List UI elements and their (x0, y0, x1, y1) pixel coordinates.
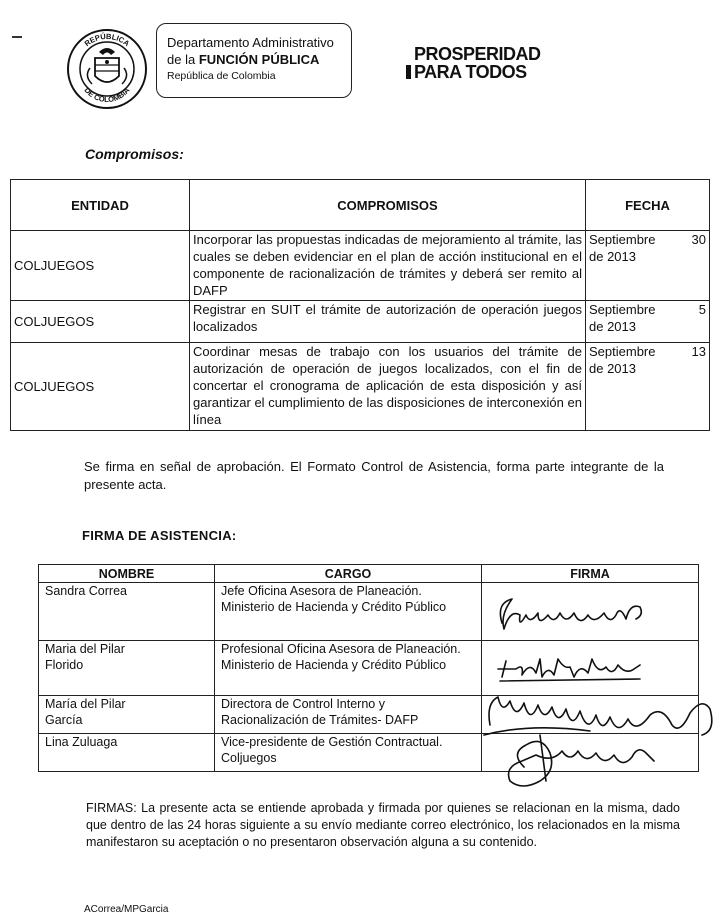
table-row (39, 734, 699, 772)
cargo-cell: Profesional Oficina Asesora de Planeación. Ministerio de Hacienda y Crédito Público (215, 641, 482, 696)
header-fecha: FECHA (586, 180, 710, 231)
table-row (39, 696, 699, 734)
compromisos-table (10, 179, 710, 431)
nombre-cell: Maria del Pilar Florido (39, 641, 215, 696)
nombre-cell: Sandra Correa (39, 583, 215, 641)
fecha-cell: Septiembre 5 de 2013 (586, 301, 710, 343)
firma-cell (482, 641, 699, 696)
header-cargo: CARGO (215, 565, 482, 583)
table-row (39, 641, 699, 696)
compromiso-cell: Incorporar las propuestas indicadas de mejoramiento al trámite, las cuales se deben evidenciar en el plan de acción institucional en el componente de racionalización de trámites y deberá ser remito al DAFP (190, 231, 586, 301)
firma-cell (482, 734, 699, 772)
table-row (39, 583, 699, 641)
header-compromisos: COMPROMISOS (190, 180, 586, 231)
header-nombre: NOMBRE (39, 565, 215, 583)
footer-initials: ACorrea/MPGarcia (84, 904, 169, 915)
table-row (11, 231, 710, 301)
table-row (11, 343, 710, 431)
slogan-line-2: PARA TODOS (406, 63, 541, 81)
fecha-cell: Septiembre 30 de 2013 (586, 231, 710, 301)
slogan-line-1: PROSPERIDAD (414, 44, 541, 64)
cargo-cell: Directora de Control Interno y Racionalización de Trámites- DAFP (215, 696, 482, 734)
firma-asistencia-title: FIRMA DE ASISTENCIA: (82, 528, 237, 543)
dept-line-1: Departamento Administrativo (167, 35, 334, 50)
compromiso-cell: Coordinar mesas de trabajo con los usuarios del trámite de autorización de operación de juegos localizados, con el fin de concertar el cronograma de aplicación de esta disposición y así garantizar el cumplimiento de las disposiciones de interconexión en línea (190, 343, 586, 431)
compromisos-title: Compromisos: (85, 146, 184, 162)
slogan-bar (406, 65, 411, 79)
colombia-seal-icon (66, 28, 148, 110)
scan-mark (12, 36, 22, 38)
dept-line-3: República de Colombia (167, 70, 276, 82)
cargo-cell: Jefe Oficina Asesora de Planeación. Ministerio de Hacienda y Crédito Público (215, 583, 482, 641)
table-header-row (11, 180, 710, 231)
aprobacion-paragraph: Se firma en señal de aprobación. El Formato Control de Asistencia, forma parte integrante de la presente acta. (84, 459, 664, 492)
header-entidad: ENTIDAD (11, 180, 190, 231)
entidad-cell: COLJUEGOS (11, 231, 190, 301)
entidad-cell: COLJUEGOS (11, 343, 190, 431)
seal-bottom-text: DE COLOMBIA (82, 85, 132, 105)
seal-top-text: REPÚBLICA (82, 31, 132, 49)
header-firma: FIRMA (482, 565, 699, 583)
entidad-cell: COLJUEGOS (11, 301, 190, 343)
firma-cell (482, 696, 699, 734)
slogan-logo (406, 45, 541, 81)
cargo-cell: Vice-presidente de Gestión Contractual. Coljuegos (215, 734, 482, 772)
asistencia-table (38, 564, 699, 772)
firma-cell (482, 583, 699, 641)
table-header-row (39, 565, 699, 583)
fecha-cell: Septiembre 13 de 2013 (586, 343, 710, 431)
compromiso-cell: Registrar en SUIT el trámite de autorización de operación juegos localizados (190, 301, 586, 343)
firmas-note-paragraph: FIRMAS: La presente acta se entiende aprobada y firmada por quienes se relacionan en la misma, dado que dentro de las 24 horas siguiente a su envío mediante correo electrónico, los relacionados en la misma manifestaron su aceptación o no presentaron observación alguna a su contenido. (86, 801, 680, 849)
table-row (11, 301, 710, 343)
dept-name-bold: FUNCIÓN PÚBLICA (198, 52, 320, 67)
nombre-cell: Lina Zuluaga (39, 734, 215, 772)
department-header-box (156, 23, 352, 98)
svg-text:DE COLOMBIA (83, 85, 132, 104)
dept-line-2: de la FUNCIÓN PÚBLICA (167, 52, 320, 67)
nombre-cell: María del Pilar García (39, 696, 215, 734)
